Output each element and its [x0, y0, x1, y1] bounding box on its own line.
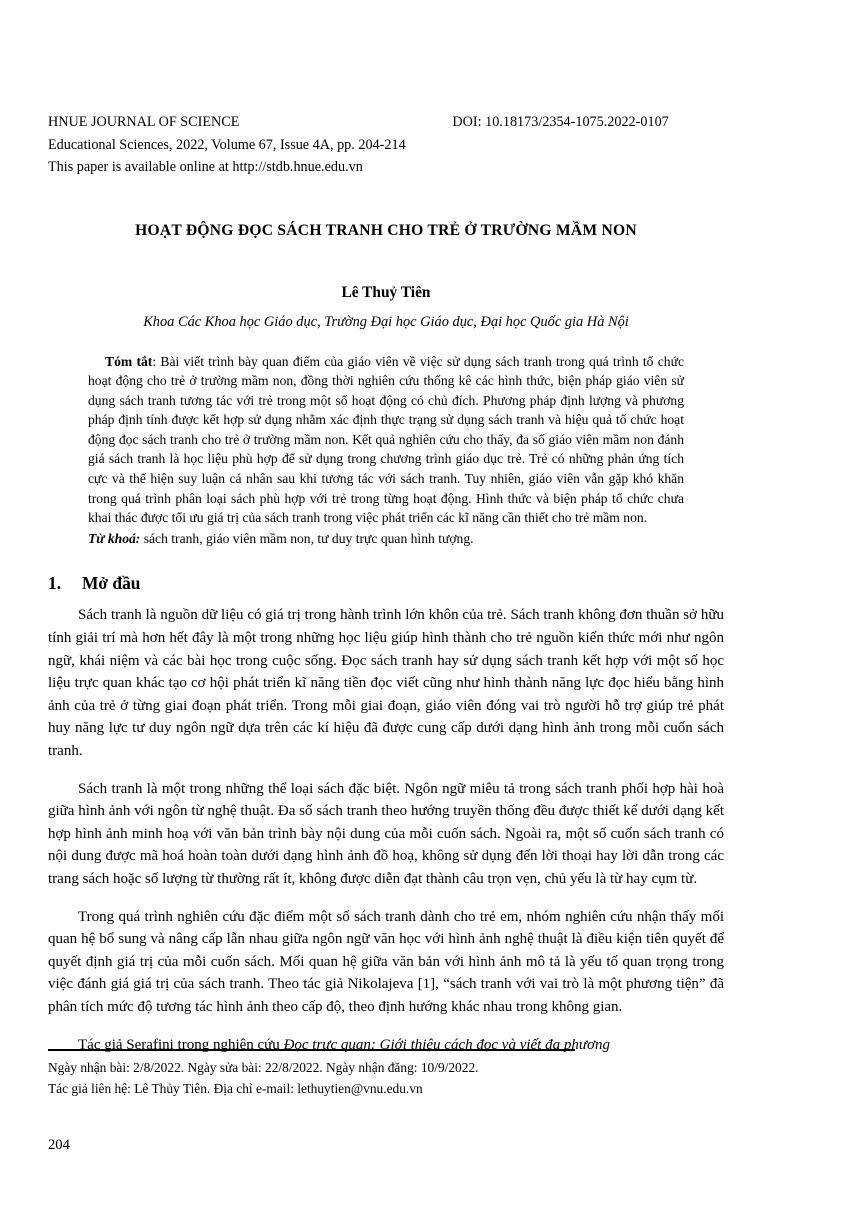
doi-text: DOI: 10.18173/2354-1075.2022-0107	[452, 114, 669, 130]
footnote-divider	[48, 1049, 575, 1051]
journal-issue-line: Educational Sciences, 2022, Volume 67, Issue 4A, pp. 204-214	[48, 136, 406, 153]
footnote-dates-line: Ngày nhận bài: 2/8/2022. Ngày sửa bài: 22/8/2022. Ngày nhận đăng: 10/9/2022.	[48, 1060, 479, 1075]
abstract-text: Bài viết trình bày quan điểm của giáo viên về việc sử dụng sách tranh trong quá trình tổ chức hoạt động cho trẻ ở trường mầm non, đồng thời nghiên cứu thống kê các hình thức, biện pháp giáo viên sử dụng sách tranh tương tác với trẻ trong một số hoạt động có chủ đích. Phương pháp định lượng và phương pháp định tính được kết hợp sử dụng nhằm xác định thực trạng sử dụng sách tranh và hiệu quả tổ chức hoạt động đọc sách tranh cho trẻ ở trường mầm non. Kết quả nghiên cứu cho thấy, đa số giáo viên mầm non đánh giá sách tranh là học liệu phù hợp để sử dụng trong chương trình giáo dục trẻ. Trẻ có những phản ứng tích cực và thể hiện suy luận cá nhân sau khi tương tác với sách tranh. Tuy nhiên, giáo viên vẫn gặp khó khăn trong quá trình phân loại sách phù hợp với trẻ trong từng hoạt động. Hình thức và biện pháp tổ chức chưa khai thác được tối ưu giá trị của sách tranh trong việc phát triển các kĩ năng cần thiết cho trẻ mầm non.	[88, 353, 684, 526]
abstract-block	[88, 352, 684, 549]
keywords-line	[88, 529, 684, 549]
keywords-label: Từ khoá:	[88, 530, 141, 546]
page-number: 204	[48, 1137, 70, 1153]
author-affiliation: Khoa Các Khoa học Giáo dục, Trường Đại học Giáo dục, Đại học Quốc gia Hà Nội	[143, 313, 629, 330]
footnote-area	[48, 1049, 724, 1099]
journal-name: HNUE JOURNAL OF SCIENCE	[48, 114, 240, 130]
section-heading-1	[48, 572, 724, 594]
journal-header	[48, 0, 724, 179]
footnote-contact-line: Tác giả liên hệ: Lê Thủy Tiên. Địa chỉ e-mail: lethuytien@vnu.edu.vn	[48, 1081, 423, 1096]
journal-online-availability-line: This paper is available online at http://stdb.hnue.edu.vn	[48, 159, 363, 175]
cited-work-title: Đọc trực quan: Giới thiệu cách đọc và viết đa phương	[283, 1036, 611, 1053]
abstract-label: Tóm tắt	[105, 353, 153, 369]
abstract-separator: :	[152, 353, 161, 369]
page-content-column	[48, 0, 724, 1071]
body-paragraph: Trong quá trình nghiên cứu đặc điểm một số sách tranh dành cho trẻ em, nhóm nghiên cứu nhận thấy mối quan hệ bổ sung và nâng cấp lẫn nhau giữa ngôn ngữ văn học với hình ảnh nghệ thuật là điều kiện tiên quyết để quyết định giá trị của mỗi cuốn sách. Mối quan hệ giữa văn bản với hình ảnh mô tả là yếu tố quan trọng trong việc đánh giá giá trị của sách tranh. Theo tác giả Nikolajeva [1], “sách tranh với vai trò là một phương tiện” đã phân tích mức độ tương tác hình ảnh theo cấp độ, theo định hướng khác nhau trong không gian.	[48, 908, 724, 1015]
section-title: Mở đầu	[82, 573, 141, 594]
paragraph-text-prefix: Tác giả Serafini trong nghiên cứu	[78, 1036, 284, 1053]
page-title: HOẠT ĐỘNG ĐỌC SÁCH TRANH CHO TRẺ Ở TRƯỜNG MẦM NON	[135, 221, 637, 239]
body-paragraph: Sách tranh là nguồn dữ liệu có giá trị trong hành trình lớn khôn của trẻ. Sách tranh không đơn thuần sở hữu tính giải trí mà hơn hết đây là một trong những học liệu giúp hình thành cho trẻ nguồn kiến thức mới như ngôn ngữ, khái niệm và các bài học trong cuộc sống. Đọc sách tranh hay sử dụng sách tranh kết hợp với một số học liệu trực quan khác tạo cơ hội phát triển kĩ năng tiền đọc viết cũng như hình thành năng lực đọc hiểu bằng hình ảnh của trẻ ở từng giai đoạn phát triển. Trong mỗi giai đoạn, giáo viên đóng vai trò người hỗ trợ giúp trẻ phát huy năng lực tư duy ngôn ngữ dựa trên các kí hiệu đã được cung cấp dưới dạng hình ảnh trong mỗi cuốn sách tranh.	[48, 607, 724, 759]
abstract-paragraph	[88, 352, 684, 528]
section-number: 1.	[48, 573, 62, 594]
journal-header-top-row	[48, 111, 724, 134]
author-name: Lê Thuỷ Tiên	[341, 283, 431, 301]
body-paragraph: Sách tranh là một trong những thể loại sách đặc biệt. Ngôn ngữ miêu tả trong sách tranh phối hợp hài hoà giữa hình ảnh với ngôn từ nghệ thuật. Đa số sách tranh theo hướng truyền thống đều được thiết kế dưới dạng kết hợp hình ảnh minh hoạ với văn bản trình bày nội dung của mỗi cuốn sách. Ngoài ra, một số cuốn sách tranh có nội dung được mã hoá hoàn toàn dưới dạng hình ảnh đồ hoạ, không sử dụng đến lời thoại hay lời dẫn trong các trang sách hoặc số lượng từ thường rất ít, không được diễn đạt thành câu trọn vẹn, chủ yếu là từ hay cụm từ.	[48, 780, 724, 887]
title-block	[48, 221, 724, 332]
keywords-text: sách tranh, giáo viên mầm non, tư duy trực quan hình tượng.	[140, 530, 474, 546]
